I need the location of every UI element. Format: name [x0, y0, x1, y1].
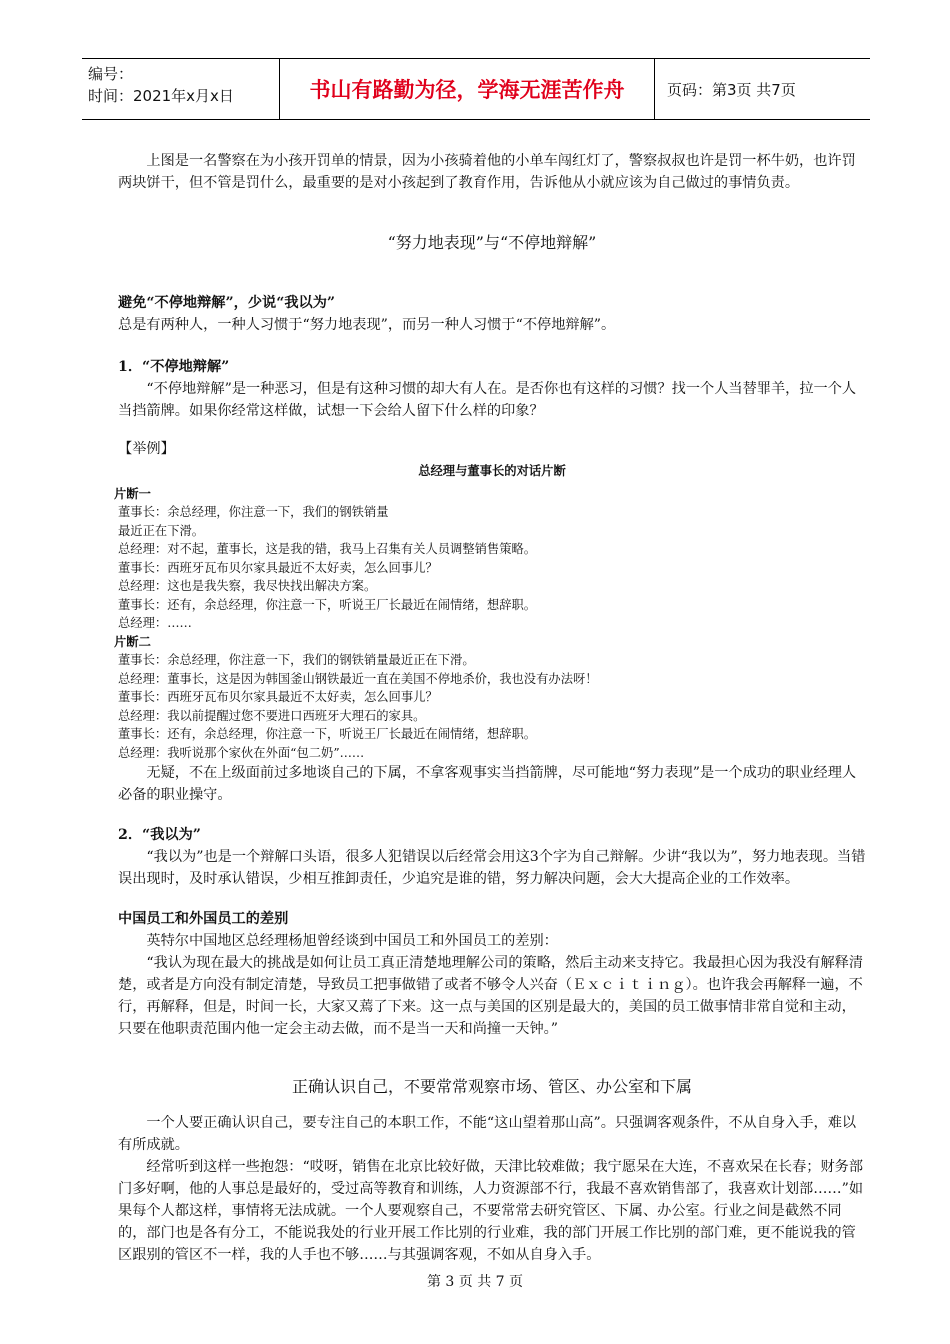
section-title-1: “努力地表现”与“不停地辩解” [387, 233, 597, 252]
header-motto: 书山有路勤为径，学海无涯苦作舟 [280, 59, 655, 119]
dialog-line: 总经理：…… [118, 616, 192, 630]
subsection-title-1: 1．“不停地辩解” [118, 359, 230, 375]
example-label: 【举例】 [118, 441, 175, 457]
dialog-line: 董事长：还有，余总经理，你注意一下，听说王厂长最近在闹情绪，想辞职。 [118, 597, 537, 612]
dialog-title: 总经理与董事长的对话片断 [418, 463, 566, 478]
dialog-line: 总经理：这也是我失察，我尽快找出解决方案。 [118, 579, 377, 593]
fragment-2-label: 片断二 [114, 633, 151, 649]
dialog-line: 总经理：董事长，这是因为韩国釜山钢铁最近一直在美国不停地杀价，我也没有办法呀！ [118, 671, 598, 686]
intro-paragraph: 上图是一名警察在为小孩开罚单的情景，因为小孩骑着他的小单车闯红灯了，警察叔叔也许是罚一杯牛奶，也许罚两块饼干，但不管是罚什么，最重要的是对小孩起到了教育作用，告诉他从小就应该为自己做过的事情负责。 [118, 153, 856, 191]
section-title-2: 正确认识自己，不要常常观察市场、管区、办公室和下属 [291, 1077, 692, 1096]
dialog-line: 董事长：西班牙瓦布贝尔家具最近不太好卖，怎么回事儿？ [118, 690, 438, 704]
time-label: 时间：2021年x月x日 [88, 87, 234, 105]
subsection-lead-3: 英特尔中国地区总经理杨旭曾经谈到中国员工和外国员工的差别： [146, 933, 558, 949]
subsection-text-1: “不停地辩解”是一种恶习，但是有这种习惯的却大有人在。是否你也有这样的习惯？找一个人当替罪羊，拉一个人当挡箭牌。如果你经常这样做，试想一下会给人留下什么样的印象？ [118, 381, 857, 419]
subsection-title-3: 中国员工和外国员工的差别 [118, 911, 289, 927]
quote-paragraph: “我认为现在最大的挑战是如何让员工真正清楚地理解公司的策略，然后主动来支持它。我最担心因为我没有解释清楚，或者是方向没有制定清楚，导致员工把事做错了或者不够令人兴奋（Ｅｘｃｉｔｉｎｇ）。也许我会再解释一遍，不行，再解释，但是，时间一长，大家又蔫了下来。这一点与美国的区别是最大的，美国的员工做事情非常自觉和主动，只要在他职责范围内他一定会主动去做，而不是当一天和尚撞一天钟。” [118, 955, 864, 1037]
dialog-line: 总经理：对不起，董事长，这是我的错，我马上召集有关人员调整销售策略。 [118, 542, 537, 556]
number-label: 编号： [88, 65, 134, 83]
dialog-line: 董事长：西班牙瓦布贝尔家具最近不太好卖，怎么回事儿？ [118, 560, 438, 575]
section2-paragraph-2: 经常听到这样一些抱怨：“哎呀，销售在北京比较好做，天津比较难做；我宁愿呆在大连，不喜欢呆在长春；财务部门多好啊，他的人事总是最好的，受过高等教育和训练，人力资源部不行，我最不喜欢销售部了，我喜欢计划部……”如果每个人都这样，事情将无法成就。一个人要观察自己，不要常常去研究管区、下属、办公室。行业之间是截然不同的，部门也是各有分工，不能说我处的行业开展工作比别的行业难，我的部门开展工作比别的部门难，更不能说我的管区跟别的管区不一样，我的人手也不够……与其强调客观，不如从自身入手。 [118, 1159, 864, 1263]
dialog-line: 董事长：还有，余总经理，你注意一下，听说王厂长最近在闹情绪，想辞职。 [118, 727, 537, 741]
page-footer: 第 3 页 共 7 页 [426, 1274, 524, 1290]
conclusion-paragraph: 无疑，不在上级面前过多地谈自己的下属，不拿客观事实当挡箭牌，尽可能地“努力表现”是一个成功的职业经理人必备的职业操守。 [118, 765, 857, 803]
dialog-line: 最近正在下滑。 [118, 523, 205, 538]
page-number-label: 页码：第3页 共7页 [667, 80, 796, 99]
dialog-block [114, 462, 866, 762]
fragment-1-label: 片断一 [114, 485, 151, 501]
dialog-line: 董事长：余总经理，你注意一下，我们的钢铁销量最近正在下滑。 [118, 653, 475, 667]
section-heading: 避免“不停地辩解”，少说“我以为” [118, 295, 336, 311]
page-header [82, 58, 870, 120]
section-lead: 总是有两种人，一种人习惯于“努力地表现”，而另一种人习惯于“不停地辩解”。 [118, 317, 616, 333]
dialog-line: 董事长：余总经理，你注意一下，我们的钢铁销量 [118, 505, 389, 519]
subsection-text-2: “我以为”也是一个辩解口头语，很多人犯错误以后经常会用这3个字为自己辩解。少讲“我以为”，努力地表现。当错误出现时，及时承认错误，少相互推卸责任，少追究是谁的错，努力解决问题，会大大提高企业的工作效率。 [118, 849, 866, 887]
subsection-title-2: 2．“我以为” [118, 827, 201, 843]
dialog-line: 总经理：我听说那个家伙在外面“包二奶”…… [118, 745, 365, 760]
document-body [114, 150, 866, 1266]
header-meta [82, 59, 280, 119]
section2-paragraph-1: 一个人要正确认识自己，要专注自己的本职工作，不能“这山望着那山高”。只强调客观条件，不从自身入手，难以有所成就。 [118, 1115, 857, 1153]
dialog-line: 总经理：我以前提醒过您不要进口西班牙大理石的家具。 [118, 708, 426, 723]
